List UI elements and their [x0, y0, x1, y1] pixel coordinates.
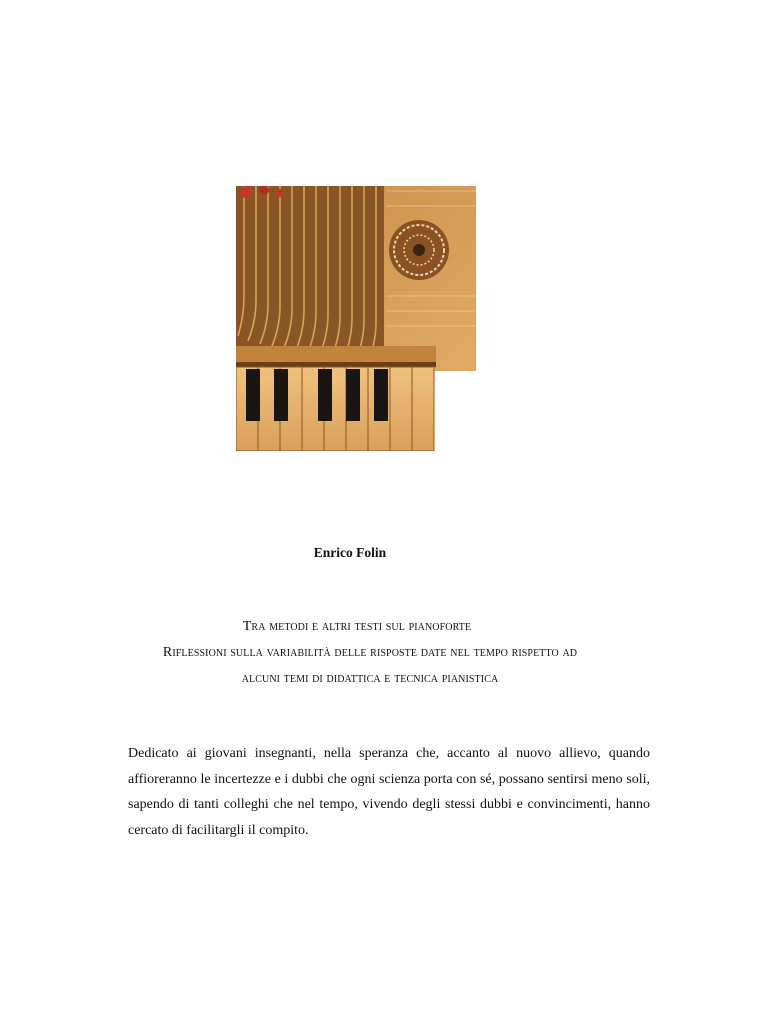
author-name: Enrico Folin	[313, 545, 387, 560]
title-line-2: Riflessioni sulla variabilità delle risposte date nel tempo rispetto ad	[162, 645, 578, 660]
title-line-1: Tra metodi e altri testi sul pianoforte	[242, 619, 472, 634]
title-line-3: alcuni temi di didattica e tecnica pianistica	[241, 671, 499, 686]
dedication-paragraph: Dedicato ai giovani insegnanti, nella speranza che, accanto al nuovo allievo, quando affioreranno le incertezze e i dubbi che ogni scienza porta con sé, possano sentirsi meno soli, sapendo di tanti colleghi che nel tempo, vivendo degli stessi dubbi e convincimenti, hanno cercato di facilitargli il compito.	[128, 746, 650, 838]
harpsichord-keyboard-image	[236, 186, 476, 451]
